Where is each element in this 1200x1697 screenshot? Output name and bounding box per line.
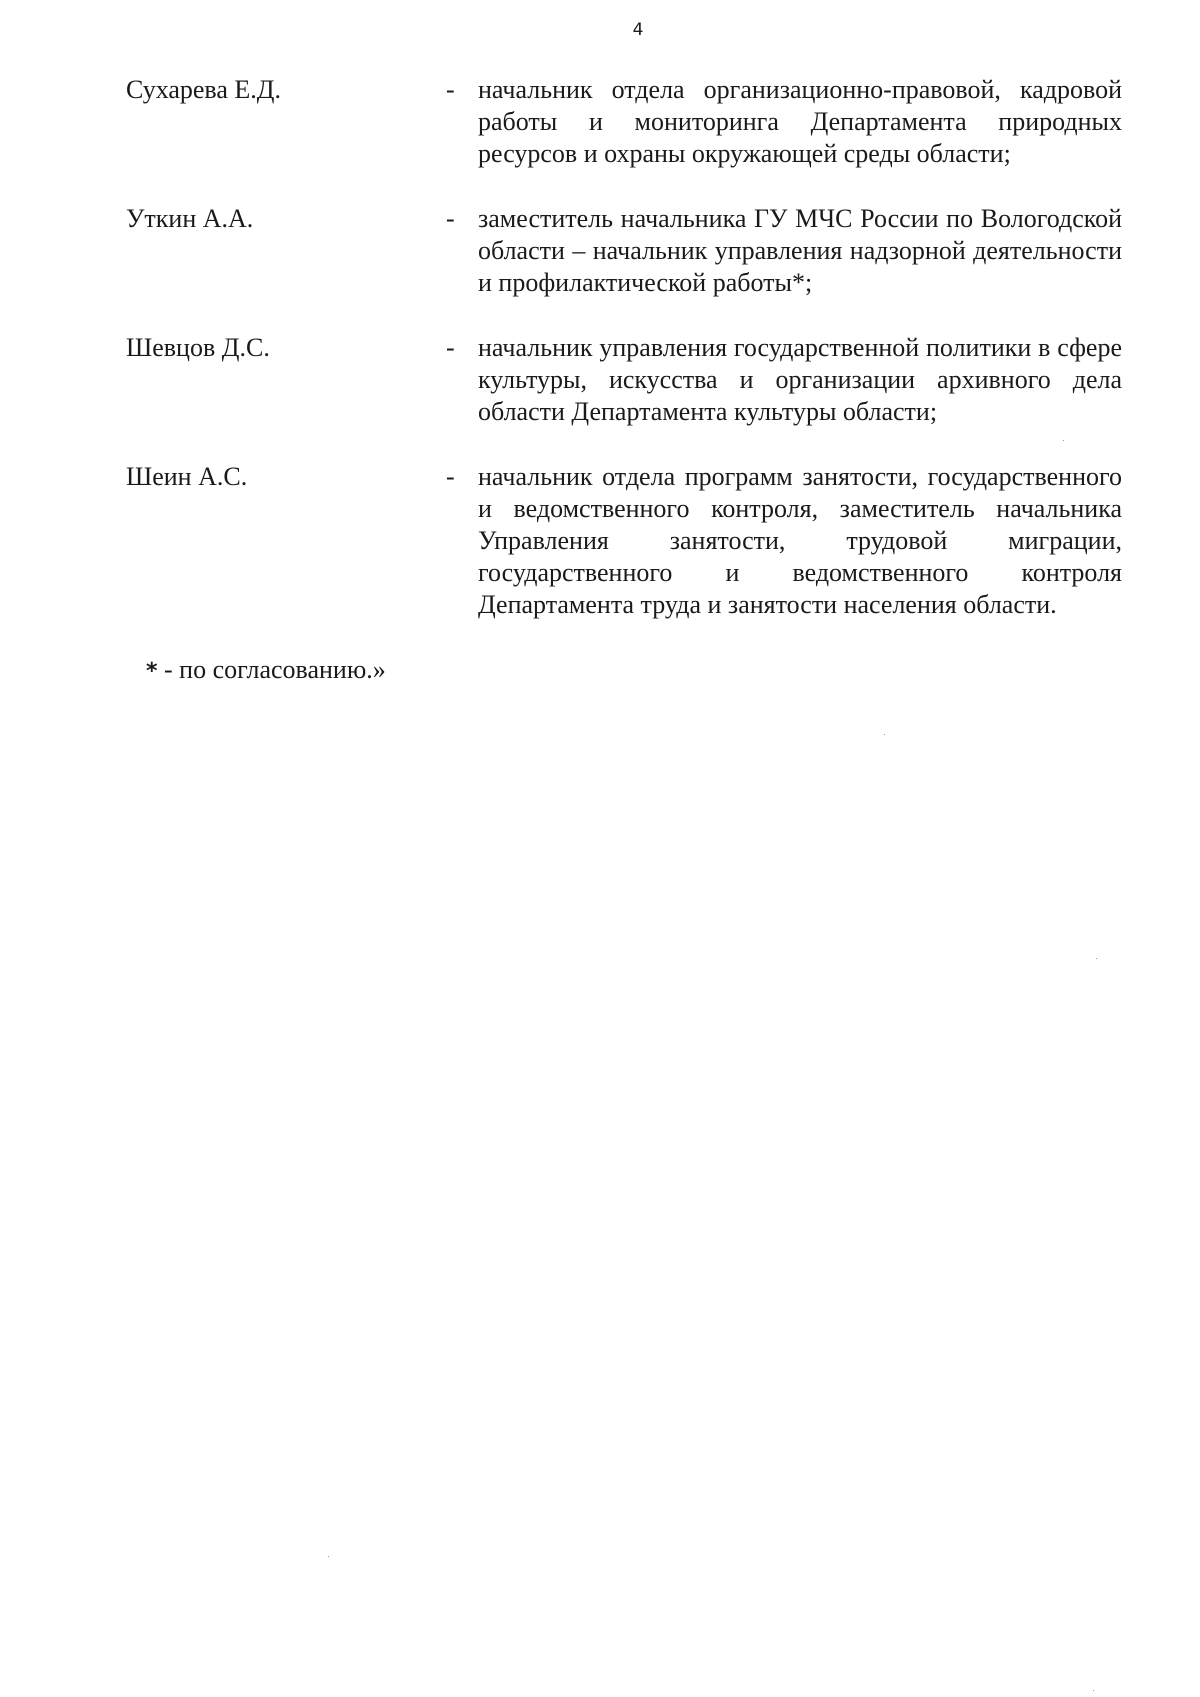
- page-number: 4: [632, 20, 644, 40]
- member-name: Шевцов Д.С.: [126, 333, 270, 362]
- member-dash: -: [446, 204, 455, 233]
- member-role: заместитель начальника ГУ МЧС России по Вологодской области – начальник управления надзорной деятельности и профилактической работы*;: [478, 204, 1122, 297]
- member-dash: -: [446, 75, 455, 104]
- members-list: [126, 74, 1126, 654]
- footnote-mark: *: [146, 659, 158, 684]
- member-dash: -: [446, 333, 455, 362]
- member-entry: [126, 203, 1126, 299]
- footnote: [146, 654, 386, 688]
- scan-speck: [1093, 1690, 1094, 1691]
- scan-speck: [328, 1556, 329, 1557]
- member-entry: [126, 74, 1126, 170]
- member-role: начальник отдела программ занятости, государственного и ведомственного контроля, заместитель начальника Управления занятости, трудовой миграции, государственного и ведомственного контроля Департамента труда и занятости населения области.: [478, 462, 1122, 619]
- scan-speck: [1096, 958, 1097, 959]
- scan-speck: [884, 734, 885, 735]
- member-role: начальник отдела организационно-правовой, кадровой работы и мониторинга Департамента природных ресурсов и охраны окружающей среды области;: [478, 75, 1122, 168]
- member-name: Уткин А.А.: [126, 204, 254, 233]
- member-entry: [126, 332, 1126, 428]
- scan-speck: [1063, 440, 1064, 441]
- member-entry: [126, 461, 1126, 621]
- member-name: Сухарева Е.Д.: [126, 75, 282, 104]
- member-role: начальник управления государственной политики в сфере культуры, искусства и организации архивного дела области Департамента культуры области;: [478, 333, 1122, 426]
- member-name: Шеин А.С.: [126, 462, 248, 491]
- member-dash: -: [446, 462, 455, 491]
- footnote-text: - по согласованию.»: [157, 655, 386, 684]
